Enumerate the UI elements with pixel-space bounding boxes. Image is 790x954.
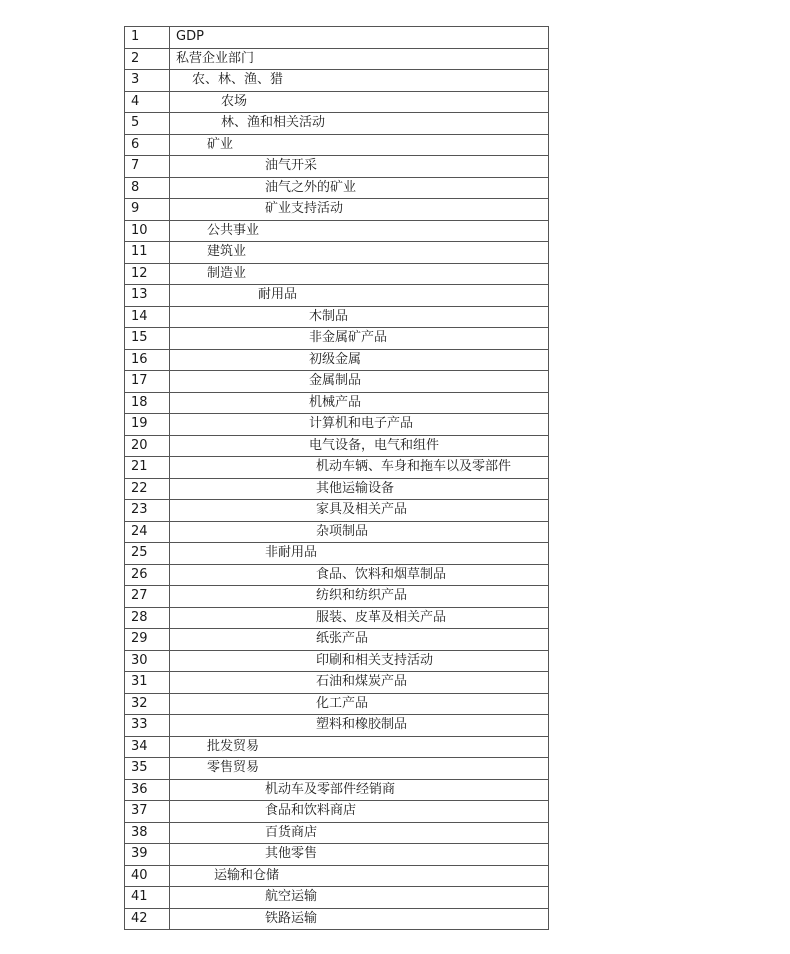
row-number: 19 — [125, 414, 170, 435]
row-number: 35 — [125, 758, 170, 779]
table-row — [125, 49, 549, 71]
row-label: 林、渔和相关活动 — [170, 113, 549, 134]
row-number: 40 — [125, 866, 170, 887]
table-row — [125, 522, 549, 544]
table-row — [125, 307, 549, 329]
table-row — [125, 135, 549, 157]
table-row — [125, 737, 549, 759]
row-number: 38 — [125, 823, 170, 844]
row-number: 33 — [125, 715, 170, 736]
table-row — [125, 780, 549, 802]
table-row — [125, 156, 549, 178]
row-number: 16 — [125, 350, 170, 371]
row-number: 3 — [125, 70, 170, 91]
table-row — [125, 328, 549, 350]
row-label: 服装、皮革及相关产品 — [170, 608, 549, 629]
table-row — [125, 371, 549, 393]
row-label: 纺织和纺织产品 — [170, 586, 549, 607]
row-label: 机动车及零部件经销商 — [170, 780, 549, 801]
row-label: 塑料和橡胶制品 — [170, 715, 549, 736]
table-row — [125, 844, 549, 866]
row-number: 12 — [125, 264, 170, 285]
table-row — [125, 457, 549, 479]
table-row — [125, 629, 549, 651]
table-row — [125, 887, 549, 909]
table-row — [125, 479, 549, 501]
row-number: 28 — [125, 608, 170, 629]
row-number: 26 — [125, 565, 170, 586]
row-label: 公共事业 — [170, 221, 549, 242]
table-row — [125, 672, 549, 694]
row-number: 37 — [125, 801, 170, 822]
row-label: 建筑业 — [170, 242, 549, 263]
row-label: 农、林、渔、猎 — [170, 70, 549, 91]
row-number: 36 — [125, 780, 170, 801]
table-row — [125, 264, 549, 286]
row-label: 铁路运输 — [170, 909, 549, 930]
row-label: 电气设备，电气和组件 — [170, 436, 549, 457]
row-number: 7 — [125, 156, 170, 177]
row-number: 15 — [125, 328, 170, 349]
row-number: 25 — [125, 543, 170, 564]
row-label: 油气之外的矿业 — [170, 178, 549, 199]
row-label: 零售贸易 — [170, 758, 549, 779]
row-number: 23 — [125, 500, 170, 521]
row-number: 8 — [125, 178, 170, 199]
row-number: 4 — [125, 92, 170, 113]
row-label: 矿业 — [170, 135, 549, 156]
table-row — [125, 715, 549, 737]
row-label: 私营企业部门 — [170, 49, 549, 70]
row-label: 食品和饮料商店 — [170, 801, 549, 822]
row-number: 41 — [125, 887, 170, 908]
row-label: 初级金属 — [170, 350, 549, 371]
table-row — [125, 823, 549, 845]
row-label: 批发贸易 — [170, 737, 549, 758]
row-label: 制造业 — [170, 264, 549, 285]
row-number: 5 — [125, 113, 170, 134]
row-number: 9 — [125, 199, 170, 220]
row-number: 22 — [125, 479, 170, 500]
row-label: GDP — [170, 27, 549, 48]
row-number: 10 — [125, 221, 170, 242]
table-row — [125, 651, 549, 673]
row-number: 27 — [125, 586, 170, 607]
table-row — [125, 801, 549, 823]
row-number: 24 — [125, 522, 170, 543]
table-row — [125, 586, 549, 608]
row-number: 29 — [125, 629, 170, 650]
table-row — [125, 393, 549, 415]
row-number: 30 — [125, 651, 170, 672]
row-label: 非耐用品 — [170, 543, 549, 564]
row-number: 18 — [125, 393, 170, 414]
row-label: 金属制品 — [170, 371, 549, 392]
table-row — [125, 909, 549, 931]
row-label: 家具及相关产品 — [170, 500, 549, 521]
row-label: 计算机和电子产品 — [170, 414, 549, 435]
row-number: 42 — [125, 909, 170, 930]
row-label: 纸张产品 — [170, 629, 549, 650]
table-row — [125, 694, 549, 716]
table-row — [125, 543, 549, 565]
row-label: 机动车辆、车身和拖车以及零部件 — [170, 457, 549, 478]
table-row — [125, 866, 549, 888]
row-number: 14 — [125, 307, 170, 328]
table-row — [125, 350, 549, 372]
table-row — [125, 414, 549, 436]
row-number: 6 — [125, 135, 170, 156]
row-label: 油气开采 — [170, 156, 549, 177]
table-row — [125, 758, 549, 780]
row-number: 17 — [125, 371, 170, 392]
table-row — [125, 70, 549, 92]
table-row — [125, 178, 549, 200]
row-label: 机械产品 — [170, 393, 549, 414]
industry-table — [124, 26, 549, 930]
row-number: 2 — [125, 49, 170, 70]
row-label: 木制品 — [170, 307, 549, 328]
row-number: 31 — [125, 672, 170, 693]
table-row — [125, 113, 549, 135]
row-number: 34 — [125, 737, 170, 758]
row-label: 石油和煤炭产品 — [170, 672, 549, 693]
row-label: 航空运输 — [170, 887, 549, 908]
row-label: 化工产品 — [170, 694, 549, 715]
row-number: 21 — [125, 457, 170, 478]
row-label: 百货商店 — [170, 823, 549, 844]
table-row — [125, 500, 549, 522]
row-label: 食品、饮料和烟草制品 — [170, 565, 549, 586]
row-label: 其他运输设备 — [170, 479, 549, 500]
table-row — [125, 242, 549, 264]
row-number: 32 — [125, 694, 170, 715]
row-label: 杂项制品 — [170, 522, 549, 543]
table-row — [125, 285, 549, 307]
table-row — [125, 436, 549, 458]
row-number: 39 — [125, 844, 170, 865]
row-label: 耐用品 — [170, 285, 549, 306]
row-number: 11 — [125, 242, 170, 263]
row-number: 13 — [125, 285, 170, 306]
table-row — [125, 27, 549, 49]
table-row — [125, 92, 549, 114]
table-row — [125, 565, 549, 587]
row-label: 非金属矿产品 — [170, 328, 549, 349]
table-row — [125, 221, 549, 243]
row-number: 1 — [125, 27, 170, 48]
row-label: 矿业支持活动 — [170, 199, 549, 220]
row-label: 其他零售 — [170, 844, 549, 865]
row-label: 印刷和相关支持活动 — [170, 651, 549, 672]
table-row — [125, 608, 549, 630]
row-label: 运输和仓储 — [170, 866, 549, 887]
row-label: 农场 — [170, 92, 549, 113]
row-number: 20 — [125, 436, 170, 457]
table-row — [125, 199, 549, 221]
